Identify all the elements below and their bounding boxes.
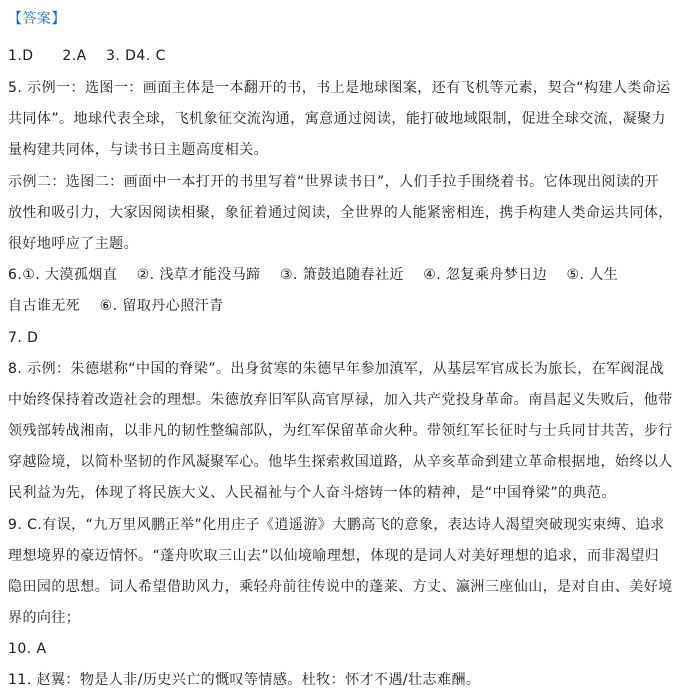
answer-9-line-1: 9. C.有误，“九万里风鹏正举”化用庄子《逍遥游》大鹏高飞的意象，表达诗人渴望突破现实束缚、追求 <box>8 517 665 533</box>
answer-6-line-2: 自古谁无死 ⑥. 留取丹心照汗青 <box>8 298 224 314</box>
answer-heading <box>8 10 682 28</box>
answer-5-line-2: 共同体”。地球代表全球，飞机象征交流沟通，寓意通过阅读，能打破地域限制，促进全球交流，凝聚力 <box>8 111 666 127</box>
answer-8-line-1: 8. 示例：朱德堪称“中国的脊梁”。出身贫寒的朱德早年参加滇军，从基层军官成长为旅长，在军阀混战 <box>8 361 664 377</box>
answer-10: 10. A <box>8 641 47 657</box>
answer-7: 7. D <box>8 330 39 346</box>
answers-1-4: 1.D 2.A 3. D4. C <box>8 48 166 64</box>
answer-11: 11. 赵翼：物是人非/历史兴亡的慨叹等情感。杜牧：怀才不遇/壮志难酬。 <box>8 672 481 688</box>
answer-tag: 【答案】 <box>8 11 66 27</box>
answer-5-line-4: 示例二：选图二：画面中一本打开的书里写着“世界读书日”，人们手拉手围绕着书。它体现出阅读的开 <box>8 174 660 190</box>
answer-8-line-3: 领残部转战湘南，以非凡的韧性整编部队，为红军保留革命火种。带领红军长征时与士兵同甘共苦，步行 <box>8 423 673 439</box>
answer-9-line-4: 界的向往； <box>8 610 81 626</box>
answer-5-line-3: 量构建共同体，与读书日主题高度相关。 <box>8 142 269 158</box>
answer-8-line-2: 中始终保持着改造社会的理想。朱德放弃旧军队高官厚禄，加入共产党投身革命。南昌起义失败后，他带 <box>8 392 673 408</box>
answer-9-line-2: 理想境界的豪迈情怀。“蓬舟吹取三山去”以仙境喻理想，体现的是词人对美好理想的追求，而非渴望归 <box>8 548 660 564</box>
answer-9-line-3: 隐田园的思想。词人希望借助风力，乘轻舟前往传说中的蓬莱、方丈、瀛洲三座仙山，是对自由、美好境 <box>8 579 673 595</box>
answer-5-line-5: 放性和吸引力，大家因阅读相聚，象征着通过阅读，全世界的人能紧密相连，携手构建人类命运共同体， <box>8 205 673 221</box>
answer-6-line-1: 6.①. 大漠孤烟直 ②. 浅草才能没马蹄 ③. 箫鼓追随春社近 ④. 忽复乘舟梦日边 ⑤. 人生 <box>8 267 619 283</box>
answer-5-line-1: 5. 示例一：选图一：画面主体是一本翻开的书，书上是地球图案，还有飞机等元素，契合“构建人类命运 <box>8 80 671 96</box>
answer-8-line-5: 民利益为先，体现了将民族大义、人民福祉与个人奋斗熔铸一体的精神，是“中国脊梁”的典范。 <box>8 485 616 501</box>
answer-5-line-6: 很好地呼应了主题。 <box>8 236 139 252</box>
answer-8-line-4: 穿越险境，以简朴坚韧的作风凝聚军心。他毕生探索救国道路，从辛亥革命到建立革命根据地，始终以人 <box>8 454 673 470</box>
